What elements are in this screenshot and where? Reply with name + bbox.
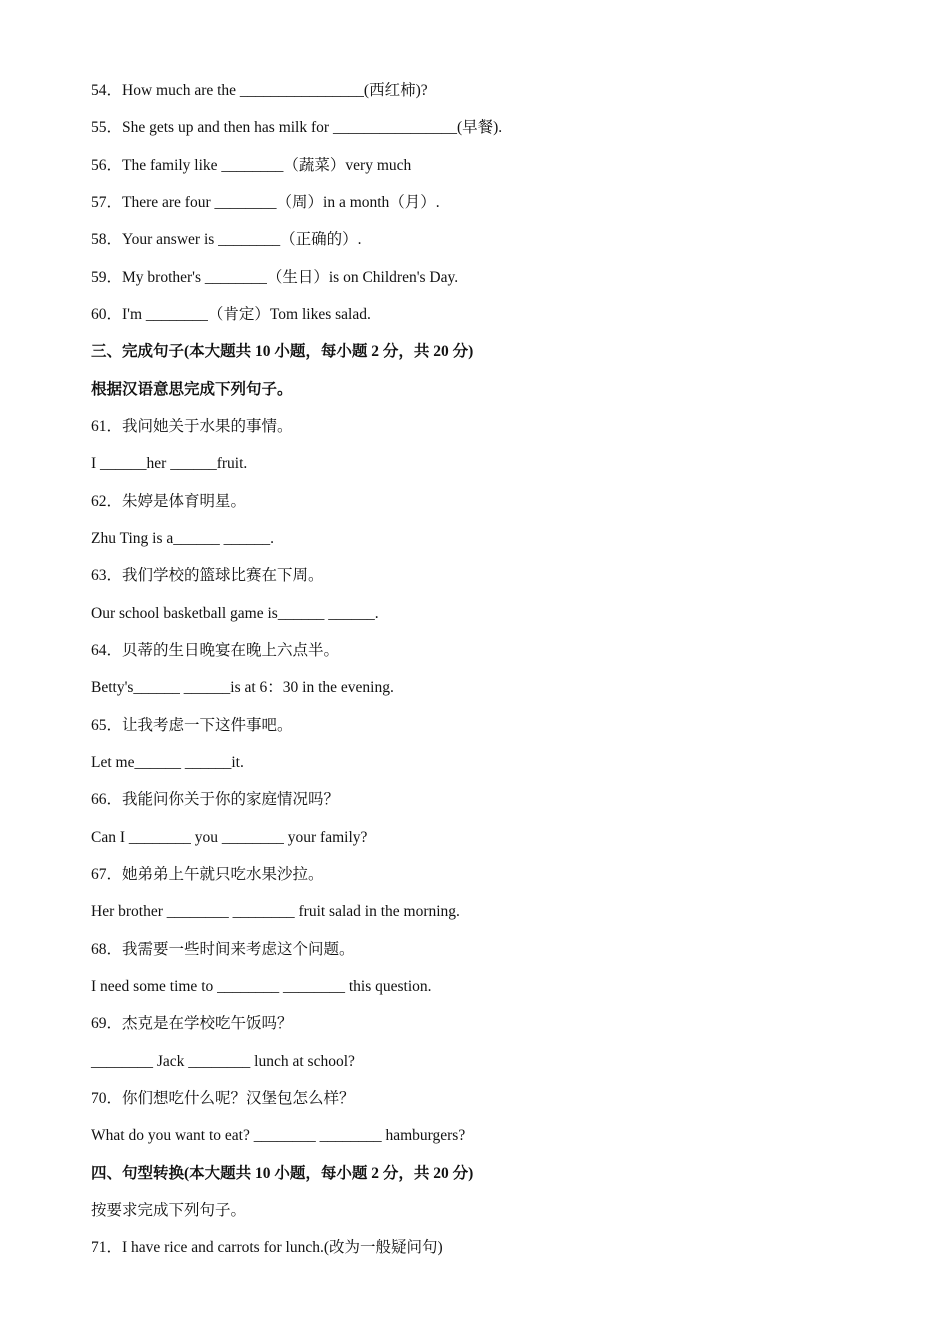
question-66-sentence: Can I ________ you ________ your family? [91,829,368,846]
question-62-prompt: 62．朱婷是体育明星。 [91,493,247,510]
question-70-prompt: 70．你们想吃什么呢？汉堡包怎么样？ [91,1090,355,1107]
question-63-prompt: 63．我们学校的篮球比赛在下周。 [91,567,324,584]
question-55: 55．She gets up and then has milk for ________________(早餐). [91,119,503,136]
question-54: 54．How much are the ________________(西红柿)? [91,82,428,99]
question-65-sentence: Let me______ ______it. [91,754,244,771]
question-69-sentence: ________ Jack ________ lunch at school? [91,1053,355,1070]
question-62-sentence: Zhu Ting is a______ ______. [91,530,275,547]
question-68-prompt: 68．我需要一些时间来考虑这个问题。 [91,941,355,958]
question-61-sentence: I ______her ______fruit. [91,455,248,472]
question-67-sentence: Her brother ________ ________ fruit salad in the morning. [91,903,460,920]
question-65-prompt: 65．让我考虑一下这件事吧。 [91,717,293,734]
question-68-sentence: I need some time to ________ ________ this question. [91,978,432,995]
section-heading-4: 四、句型转换(本大题共 10 小题，每小题 2 分，共 20 分) [91,1165,474,1182]
section-instruction-3: 根据汉语意思完成下列句子。 [91,381,293,398]
question-64-prompt: 64．贝蒂的生日晚宴在晚上六点半。 [91,642,340,659]
question-69-prompt: 69．杰克是在学校吃午饭吗？ [91,1015,293,1032]
question-58: 58．Your answer is ________（正确的）. [91,231,362,248]
question-59: 59．My brother's ________（生日）is on Children's Day. [91,269,459,286]
question-61-prompt: 61．我问她关于水果的事情。 [91,418,293,435]
section-heading-3: 三、完成句子(本大题共 10 小题，每小题 2 分，共 20 分) [91,343,474,360]
question-60: 60．I'm ________（肯定）Tom likes salad. [91,306,371,323]
question-64-sentence: Betty's______ ______is at 6：30 in the evening. [91,679,394,696]
question-70-sentence: What do you want to eat? ________ ________ hamburgers? [91,1127,466,1144]
question-71: 71．I have rice and carrots for lunch.(改为一般疑问句) [91,1239,443,1256]
question-56: 56．The family like ________（蔬菜）very much [91,157,412,174]
question-63-sentence: Our school basketball game is______ ______. [91,605,379,622]
question-57: 57．There are four ________（周）in a month（月）. [91,194,440,211]
question-66-prompt: 66．我能问你关于你的家庭情况吗？ [91,791,340,808]
question-67-prompt: 67．她弟弟上午就只吃水果沙拉。 [91,866,324,883]
section-instruction-4: 按要求完成下列句子。 [91,1202,247,1219]
